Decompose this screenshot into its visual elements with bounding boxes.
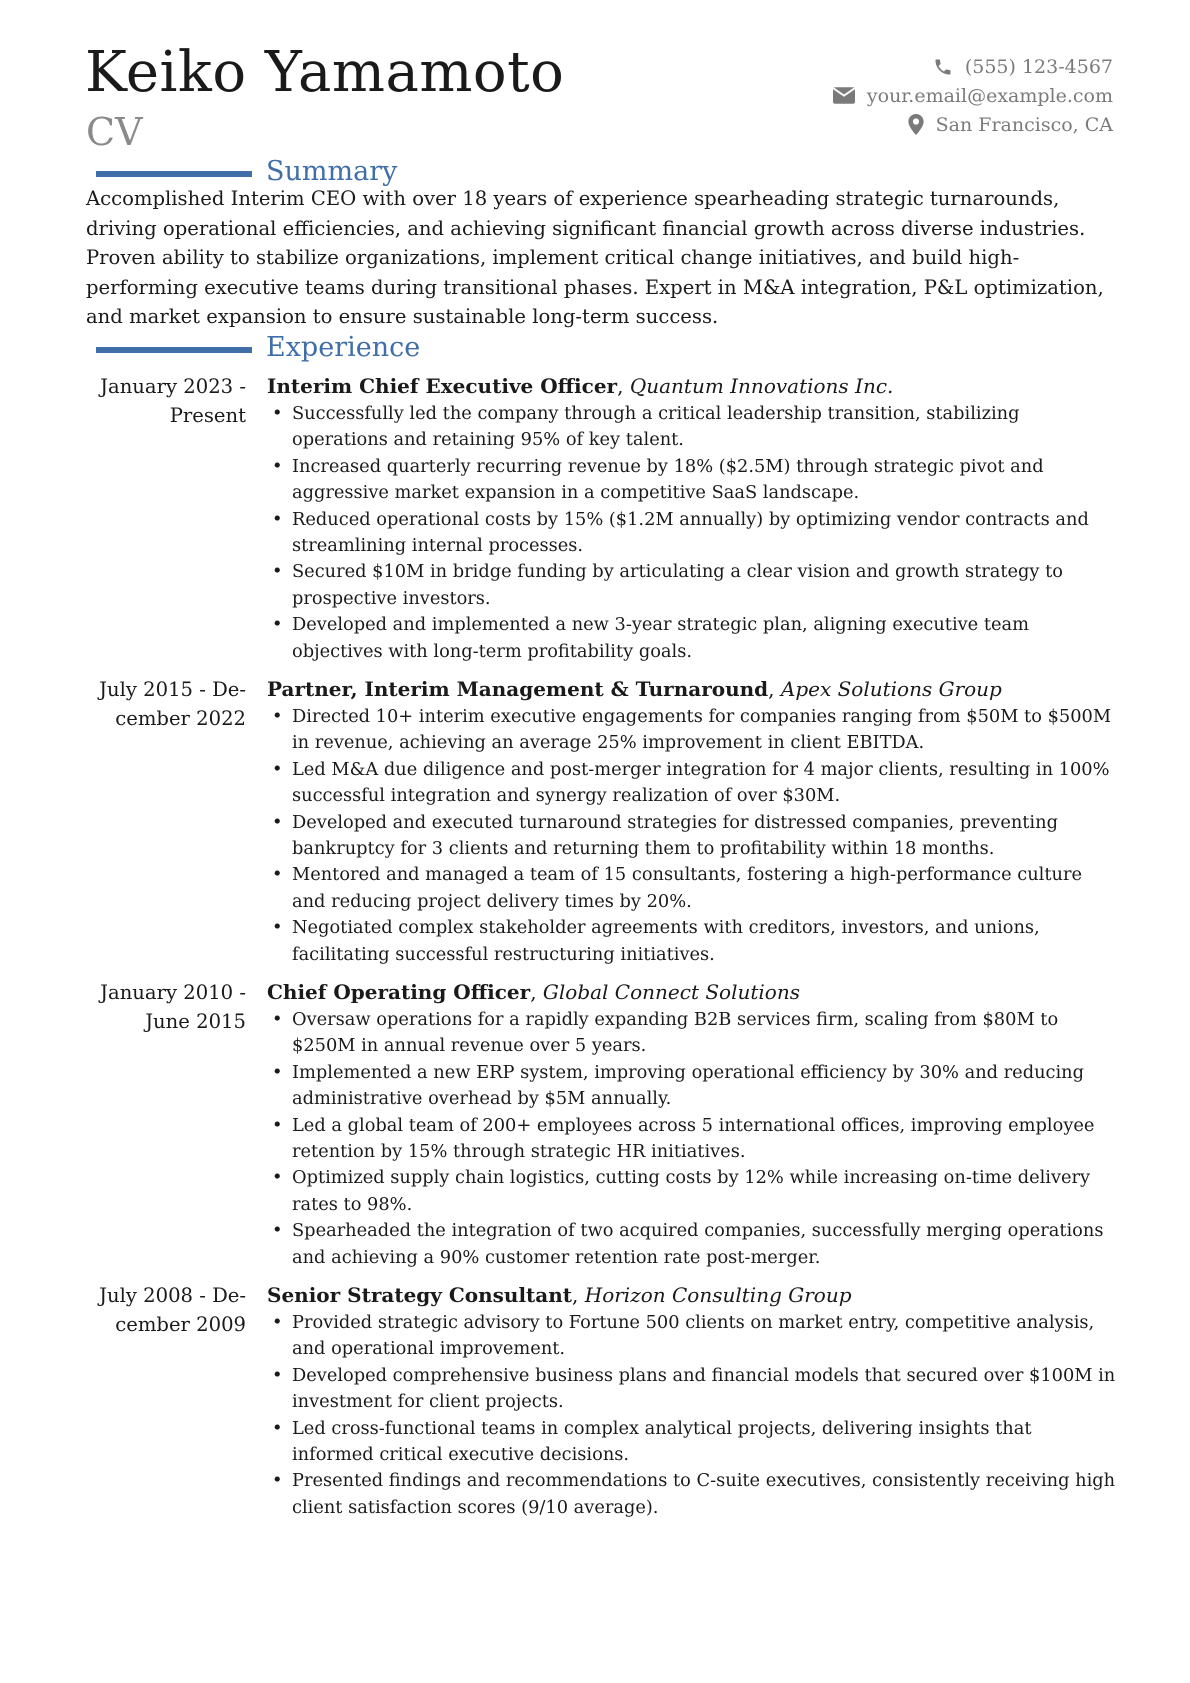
list-item: • Oversaw operations for a rapidly expanding B2B services firm, scaling from $80M to $250M in annual revenue over 5 years. xyxy=(267,1007,1117,1060)
job-title: Interim Chief Executive Officer xyxy=(267,374,618,398)
section-accent-bar xyxy=(96,171,252,177)
summary-heading: Summary xyxy=(266,156,398,187)
list-item: • Led M&A due diligence and post-merger integration for 4 major clients, resulting in 100% successful integration and synergy realization of over $30M. xyxy=(267,757,1117,810)
contact-phone xyxy=(693,52,1113,81)
job-date-line: June 2015 xyxy=(145,1010,246,1033)
list-item: • Successfully led the company through a critical leadership transition, stabilizing operations and retaining 95% of key talent. xyxy=(267,401,1117,454)
job-date xyxy=(86,978,246,1036)
job-date xyxy=(86,675,246,733)
phone-icon xyxy=(933,57,953,77)
contact-block xyxy=(693,52,1113,139)
list-item: • Provided strategic advisory to Fortune 500 clients on market entry, competitive analysis, and operational improvement. xyxy=(267,1310,1117,1363)
summary-text: Accomplished Interim CEO with over 18 years of experience spearheading strategic turnarounds, driving operational efficiencies, and achieving significant financial growth across diverse industries. Proven ability to stabilize organizations, implement critical change initiatives, and build high-performing executive teams during transitional phases. Expert in M&A integration, P&L optimization, and market expansion to ensure sustainable long-term success. xyxy=(86,187,1104,328)
location-text: San Francisco, CA xyxy=(935,113,1113,136)
document-subtitle: CV xyxy=(86,110,143,154)
job-title: Partner, Interim Management & Turnaround xyxy=(267,677,769,701)
job-heading: Interim Chief Executive Officer, Quantum Innovations Inc. xyxy=(267,374,894,398)
job-date-line: Present xyxy=(169,404,246,427)
list-item: • Developed and implemented a new 3-year strategic plan, aligning executive team objectives with long-term profitability goals. xyxy=(267,612,1117,665)
list-item: • Presented findings and recommendations to C-suite executives, consistently receiving high client satisfaction scores (9/10 average). xyxy=(267,1468,1117,1521)
job-date-line: cember 2022 xyxy=(115,707,246,730)
job-title: Senior Strategy Consultant xyxy=(267,1283,573,1307)
list-item: • Spearheaded the integration of two acquired companies, successfully merging operations and achieving a 90% customer retention rate post-merger. xyxy=(267,1218,1117,1271)
job-title: Chief Operating Officer xyxy=(267,980,531,1004)
experience-section-header xyxy=(96,331,996,365)
job-body xyxy=(267,978,1117,1271)
job-company: Apex Solutions Group xyxy=(780,677,1002,701)
contact-email xyxy=(693,81,1113,110)
map-pin-icon xyxy=(908,114,924,135)
job-date-line: January 2010 - xyxy=(100,981,246,1004)
job-company: Global Connect Solutions xyxy=(542,980,800,1004)
job-date-line: cember 2009 xyxy=(115,1313,246,1336)
envelope-icon xyxy=(833,87,855,104)
list-item: • Reduced operational costs by 15% ($1.2M annually) by optimizing vendor contracts and streamlining internal processes. xyxy=(267,507,1117,560)
contact-location xyxy=(693,110,1113,139)
list-item: • Mentored and managed a team of 15 consultants, fostering a high-performance culture and reducing project delivery times by 20%. xyxy=(267,862,1117,915)
job-company: Quantum Innovations Inc. xyxy=(629,374,894,398)
list-item: • Led a global team of 200+ employees across 5 international offices, improving employee retention by 15% through strategic HR initiatives. xyxy=(267,1113,1117,1166)
email-address[interactable]: your.email@example.com xyxy=(866,84,1113,107)
job-bullets xyxy=(267,704,1117,968)
job-date xyxy=(86,1281,246,1339)
person-name: Keiko Yamamoto xyxy=(85,40,565,105)
list-item: • Implemented a new ERP system, improving operational efficiency by 30% and reducing administrative overhead by $5M annually. xyxy=(267,1060,1117,1113)
job-heading: Partner, Interim Management & Turnaround, Apex Solutions Group xyxy=(267,677,1002,701)
list-item: • Increased quarterly recurring revenue by 18% ($2.5M) through strategic pivot and aggressive market expansion in a competitive SaaS landscape. xyxy=(267,454,1117,507)
job-bullets xyxy=(267,1007,1117,1271)
list-item: • Optimized supply chain logistics, cutting costs by 12% while increasing on-time delivery rates to 98%. xyxy=(267,1165,1117,1218)
phone-number[interactable]: (555) 123-4567 xyxy=(964,55,1113,78)
job-heading: Chief Operating Officer, Global Connect Solutions xyxy=(267,980,800,1004)
list-item: • Secured $10M in bridge funding by articulating a clear vision and growth strategy to prospective investors. xyxy=(267,559,1117,612)
list-item: • Developed and executed turnaround strategies for distressed companies, preventing bankruptcy for 3 clients and returning them to profitability within 18 months. xyxy=(267,810,1117,863)
list-item: • Directed 10+ interim executive engagements for companies ranging from $50M to $500M in revenue, achieving an average 25% improvement in client EBITDA. xyxy=(267,704,1117,757)
job-date-line: January 2023 - xyxy=(100,375,246,398)
section-accent-bar xyxy=(96,347,252,353)
job-bullets xyxy=(267,401,1117,665)
experience-heading: Experience xyxy=(266,332,421,363)
job-date xyxy=(86,372,246,430)
list-item: • Led cross-functional teams in complex analytical projects, delivering insights that informed critical executive decisions. xyxy=(267,1416,1117,1469)
job-body xyxy=(267,1281,1117,1521)
job-company: Horizon Consulting Group xyxy=(584,1283,852,1307)
list-item: • Developed comprehensive business plans and financial models that secured over $100M in investment for client projects. xyxy=(267,1363,1117,1416)
job-heading: Senior Strategy Consultant, Horizon Consulting Group xyxy=(267,1283,852,1307)
job-date-line: July 2015 - De- xyxy=(99,678,246,701)
job-body xyxy=(267,675,1117,968)
job-date-line: July 2008 - De- xyxy=(99,1284,246,1307)
job-bullets xyxy=(267,1310,1117,1521)
job-body xyxy=(267,372,1117,665)
list-item: • Negotiated complex stakeholder agreements with creditors, investors, and unions, facilitating successful restructuring initiatives. xyxy=(267,915,1117,968)
